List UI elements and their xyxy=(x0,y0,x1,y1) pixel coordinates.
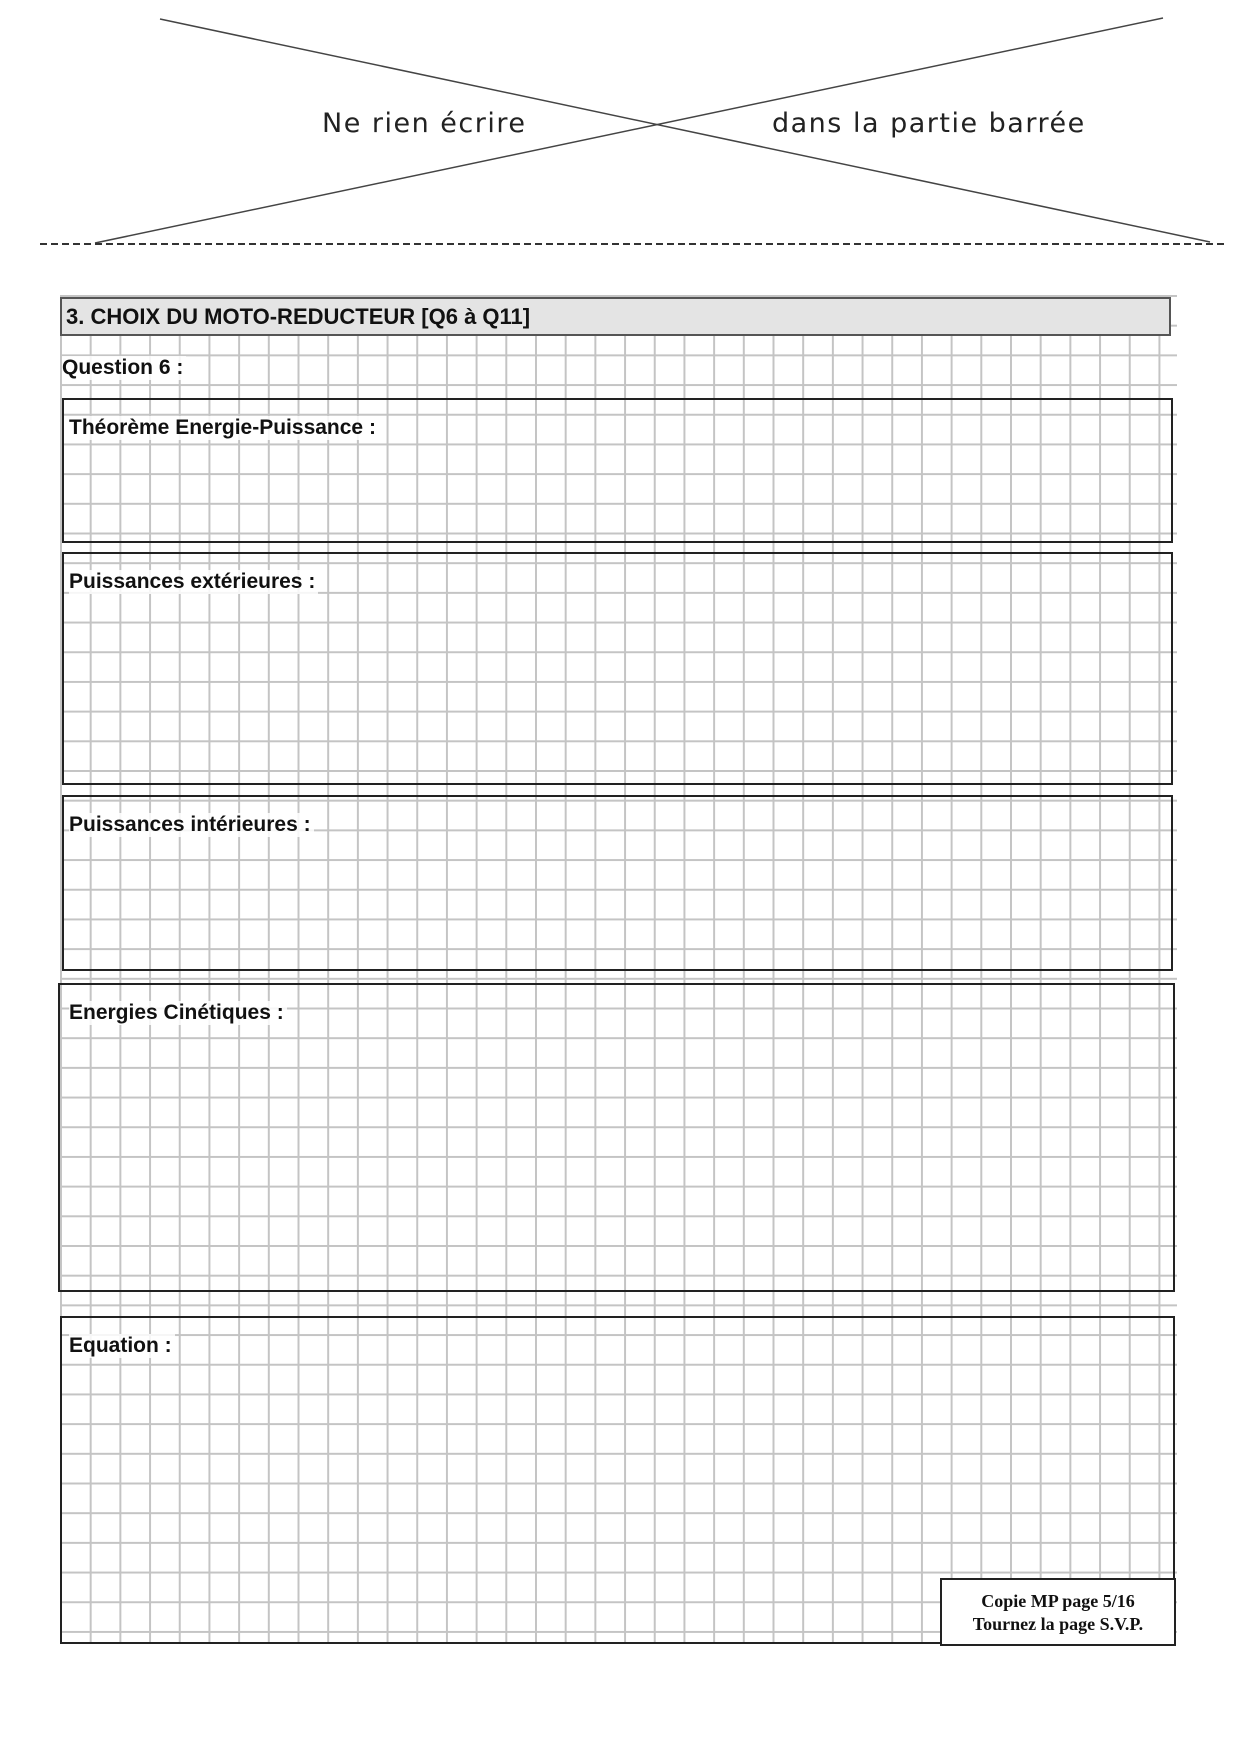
page-footer-box xyxy=(940,1578,1176,1646)
turn-page-instruction: Tournez la page S.V.P. xyxy=(972,1614,1144,1634)
answer-box-label: Equation : xyxy=(69,1334,175,1358)
answer-box-label: Energies Cinétiques : xyxy=(69,1001,287,1025)
barred-right-text: dans la partie barrée xyxy=(772,108,1086,139)
barred-left-text: Ne rien écrire xyxy=(322,108,527,139)
answer-box-puissances-exterieures[interactable] xyxy=(62,552,1173,785)
question-label: Question 6 : xyxy=(62,356,186,380)
answer-box-label: Théorème Energie-Puissance : xyxy=(69,416,379,440)
answer-box-label: Puissances extérieures : xyxy=(69,570,318,594)
section-title: 3. CHOIX DU MOTO-REDUCTEUR [Q6 à Q11] xyxy=(60,297,1171,336)
answer-box-energies-cinetiques[interactable] xyxy=(58,983,1175,1292)
page-number: Copie MP page 5/16 xyxy=(981,1591,1135,1611)
answer-box-theoreme[interactable] xyxy=(62,398,1173,543)
answer-box-puissances-interieures[interactable] xyxy=(62,795,1173,971)
barred-zone xyxy=(0,0,1240,260)
answer-box-label: Puissances intérieures : xyxy=(69,813,314,837)
